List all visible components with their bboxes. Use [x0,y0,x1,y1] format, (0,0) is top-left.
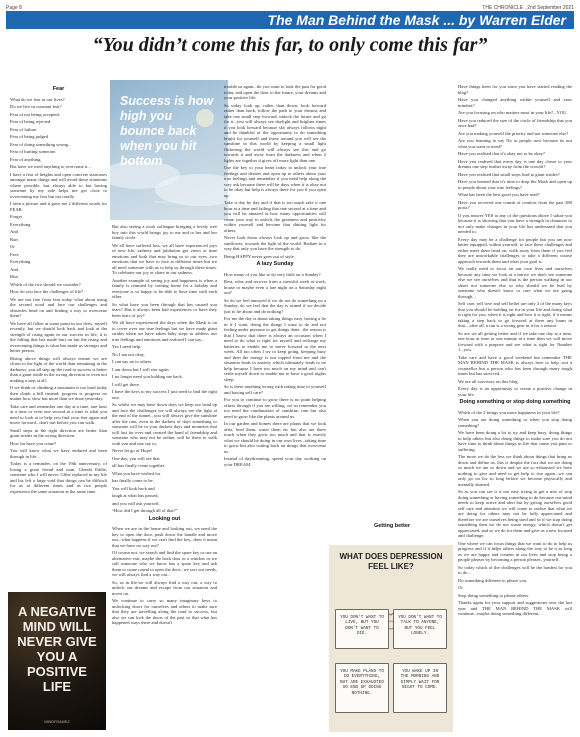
pull-quote: “You didn’t come this far, to only come this far” [92,34,488,56]
paragraph: If we think of climbing a mountain is too hard today then climb a hill instead, progress is progress no matter how slow but more than we done yesterday. [10,385,107,401]
paragraph: We really need to focus on our own lives and ourselves because any time we look at a mirror we don't see someone else we see ourselves and that is the person walking in our shoes not someone else so why should we be lead by someone who doesn't know or care what we are going through... [458,266,572,299]
paragraph: So as you can see it is not easy trying to get a mix of stop doing something or having something to do because our mind needs to keep active and alert but by giving ourselves good self care and attention we will come to realise that what we are doing for others may not be fully appreciated and therefore we are ourselves being used and so if we stop doing something then we do not waste energy, which doesn't get appreciated, and so we do for them and give us a new focused and challenge. [458,489,572,538]
paragraph: If you answer YES to any of the questions above I salute you because it is showing that you have a strength in character to not only make changes in your life but understand that you needed to. [458,212,572,234]
paragraph: How do you face the challenges of life? [10,289,84,294]
title-banner [6,11,574,29]
paragraph: Have you realised that every day is one day closer to your dreams one step further away from the crowds? [458,158,572,169]
getting-better-heading-wrap [330,521,454,533]
paragraph: Or [10,244,15,249]
paragraph: Have you realised that it's okay not to be okay? [458,151,545,156]
paragraph: Which of the two should we consider? [10,281,81,287]
paragraph: Fear of being judged [10,134,49,139]
paragraph: I am down but I will rise again. [112,366,170,372]
banner-title: The Man Behind the Mask ... by Warren Elder [267,12,566,28]
paragraph: Never look down always look up and grow, like the sunflower, towards the light of the world. Radiate in a way that only you have the strength to do. [224,235,326,251]
column-body [224,272,326,468]
paragraph: What you have wished for [112,470,161,476]
paragraph: How many of you like to do very little on a Sunday? [224,271,321,277]
paragraph: Every day may be a challenge for people but you are now better equipped, within yourself, to face these challenges and either meet them head on, walk away from them if you feel they are unworkable challenges or take a different course approach towards them and what your goal is. [458,236,572,264]
paragraph: Have you reduced the size of the circle of friendship that you once had? [458,117,572,128]
paragraph: Yes I need help. [112,344,142,349]
success-quote-text: Success is how high you bounce back when you hit bottom [120,94,214,168]
negative-mind-text: A NEGATIVE MIND WILL NEVER GIVE YOU A POSITIVE LIFE [17,604,97,694]
paragraph: and you will ask yourself, [112,500,160,506]
paragraph: How far have you come? [10,440,57,446]
section-heading-fear: Fear [52,86,65,92]
paragraph: Are you learning to say No to people now because its not what you want or need? [458,138,572,149]
paragraph: Forget [10,214,22,219]
depression-infographic [329,545,453,732]
column-middle-left [112,224,217,732]
paragraph: And [10,229,18,234]
paragraph: Which of the 2 brings you more happiness in your life? [458,409,560,415]
paragraph: Take care and remember one day at a time, one hour at a time or even one second at a time is what you need to look at to help you find your feet again and move forward...don't run before you can walk. [10,403,107,425]
paragraph: Self care, self love and self belief are only 3 of the many keys that you should be holding on for in your life and doing what is right for you, when it is right and how it is right, if it means taking a step back to go forward at there any harm in that....after all, a run is a wrong gear in it for a reason. [458,301,572,328]
paragraph: So today which of the challenges will be the hardest for you to do... [458,564,572,575]
paragraph: Run [10,236,18,242]
paragraph: Fear of not being accepted. [10,111,60,117]
depression-box-1: YOU DON'T WANT TO LIVE, BUT YOU DON'T WANT TO DIE. [335,609,389,649]
paragraph: Take it day by day and if that is too much take it one hour at a time and failing that one second at a time and you will be amazed at how many opportunities will come your way to unlock the greatness and positivity within yourself and become that shining light for others. [224,200,326,233]
paragraph: No I am not okay. [112,351,145,357]
paragraph: Today is a reminder, on the 19th anniversary, of losing a great friend and man, Glenda Eddie, someone who I will never. Glibe replaced in my life and his left a large void that things can be difficult for us at different times and as two people experience the same situation at the same time. [10,461,107,494]
success-quote-author: George S. Patton [153,199,185,204]
infographic-title: WHAT DOES DEPRESSION FEEL LIKE? [339,552,443,571]
paragraph: The more we do the less we think about things that bring us down and define us, this is despite the fact that we are doing so much we are so down and we are so exhausted we have nothing to give and need to get help to rise again...we can only go on for so long before we become physically and mentally drained. [458,454,572,487]
paragraph: One day, you will see that [112,455,160,461]
paragraph: Another example of seeing joy and happiness is when a family is reunited by coming home for a holiday and everyone is so happy to be able to have time with each other. [112,277,217,299]
paragraph: We all have suffered loss, we all have experienced joys of new life, sadness and jubilation get views at time emotions and both that may bring us to our eyes...two emotions that we have to face at different times but we all need someone with us to help us through these times. To celebrate our joy or share in our sadness. [112,242,217,275]
column-body [10,97,107,495]
paragraph: Have things been for you since you have started reading the blog? [458,84,572,95]
column-body [112,526,217,626]
paragraph: trouble us again...do you want to look the past for good today and open the door to the future, your dreams and your positive life. [224,84,326,100]
publication-date: THE CHRONICLE , 2nd September 2021 [482,5,574,11]
paragraph: We have been doing a lot to try and keep busy, doing things to help others but also doing things to make sure you do not have time to think about things in life that cause you pain or suffering. [458,430,572,452]
paragraph: I seen a picture and it gave me 2 different words for FEAR. [10,201,107,212]
paragraph: Take care and have a good weekend but remember THE MAN BEHIND THE MASK is always here to help...not a counsellor but a person who has been through many tough times but has survived... [458,354,572,376]
paragraph: We are not free from fear today what about using the second word and face our challenges and obstacles head on and finding a way to overcome them? [10,296,107,318]
paragraph: We continue to carry so many imaginary keys to unlocking doors for ourselves and others to make sure that they are travelling along the road to success, but also we can lock the doors of the past so that what has happened stays there and doesn't [112,598,217,625]
column-body [458,84,572,397]
section-heading-doing-something: Doing something or stop doing something [459,399,571,405]
paragraph: Rest, relax and recover from a stressful week at work, house or maybe even a late night on a Saturday night out? [224,279,326,295]
paragraph: We have all fallen at some point in our lives, myself recently, but we should look back and look at the strength of rising again in our success in life, it is the falling that has made hurt on but the rising and overcoming things is what has made us stronger and better person. [10,320,107,353]
paragraph: One where we can focus things that we want to do to help us progress and if it helps others along the way to be it as long as we are happy and content in our lives and stop being a people pleaser by becoming a person pleaser...yourself. [458,540,572,562]
paragraph: We are all survivors on this blog. [458,378,519,384]
paragraph: So are we all getting better and if we take one day at a time, one hour at time or one minute at a time then we will move forward with a purpose and see what is right for Number 1...you. [458,330,572,352]
paragraph: Of course not, we search and find the spare key or use an alternative exit, maybe the back door or a window or we call someone who we know has a spare key and ask them to come round to open the door...we sort our needs, we will always find a way out... [112,550,217,577]
negative-mind-image [8,592,106,730]
paragraph: But have we tried anything to overcome it... [10,164,91,169]
paragraph: I no longer need you holding me back. [112,374,183,379]
paragraph: Fear of anything. [10,156,42,162]
paragraph: When you are doing something or when you stop doing something? [458,417,572,428]
paragraph: For me the day is about taking things easy, having a lie in if I want, doing the things I want to do and not feeling under pressure to get things done...the reason is that I know that there is always an occasion when I need to do what is right for myself and recharge my batteries to enable me to move forward to the next week. All too often I try to keep going, keeping busy and then the energy is not topped from me and the situation leads to anxiety which ultimately leads to no help because I have too much on my mind and can't settle myself down to enable me to have a good nights sleep. [224,316,326,382]
paragraph: all has finally come together. [112,463,166,468]
paragraph: Have you received one crumb of comfort from the past 380 posts? [458,199,572,210]
paragraph: Are you making yourself the priority and not someone else? [458,130,569,136]
paragraph: Small steps in the right direction are better than giant strides in the wrong direction. [10,427,107,438]
paragraph: Everything [10,221,31,227]
paragraph: Thanks again for your support and suggestions over the last year and THE MAN BEHIND THE MASK will continue...maybe doing something different... [458,600,572,616]
section-heading-looking-out: Looking out [148,515,181,522]
paragraph: So whilst we may have down days we keep our head up and face the challenges we will always see the light at the end of the tunnel...you will always give the sunshine after the rain, even in the darkest of days something or someone will be in your darkest days and moments that will last for ever and created the band of friendship and someone who may not be online, will be there to walk with you and one say to, [112,402,217,446]
paragraph: So what have you been through that has caused you tears? Has it always been bad experiences or have they been tears of joy? [112,301,217,318]
paragraph: When we are in the home and looking out, we need the key to open the door, push down the handle and move out...what happens if we can't find the key...does it mean that we have no way out? [112,526,217,548]
paragraph: Stop doing something to please others. [458,592,530,598]
paragraph: So do we feel annoyed if we do not do something on a Sunday, do we feel that the day is ruined if we decide just to lie about and do nothing? [224,297,326,314]
column-middle-right [224,84,326,544]
paragraph: Fear of being rejected. [10,119,52,124]
paragraph: Fear of doing something wrong. [10,141,70,147]
paragraph: has finally come to be. [112,478,154,483]
paragraph: Rise. [10,274,20,279]
paragraph: So, as in life,we will always find a way out, a way to unlock our dreams and escape from our situation and move on. [112,579,217,596]
paragraph: Do we live in constant fear? [10,104,62,109]
success-quote-image [110,80,228,220]
paragraph: In our garden and homes there are plants that we look after, feed them, water them etc but also are there touch when they grow too much and that is exactly what we should be doing in our own lives...taking time to grow but also cutting back on things that overcome us. [224,421,326,454]
paragraph: I have the keys to my success I just need to find the right one. [112,389,217,400]
paragraph: I will get there. [112,381,141,387]
section-heading-getting-better: Getting better [373,523,411,529]
paragraph: Never let go of Hope! [112,448,153,453]
paragraph: Rising above things will always ensure we are closer to the light of the world than remaining in the darkness, you all step up the road to success is better than a giant stride in the wrong direction or even not making a step at all. [10,355,107,383]
depression-box-3: YOU MAKE PLANS TO DO EVERYTHING, BUT ARE EXHAUSTED SO END UP DOING NOTHING. [335,663,389,713]
paragraph: So is there anything wrong with taking time to yourself and having self care? [224,384,326,395]
paragraph: For you to continue to grow there is no point helping others through if you are willing, we so remember you too need the combination of sunshine, rain but also need to grow like the plants around us. [224,397,326,419]
column-body [458,410,572,617]
column-body [224,84,326,259]
paragraph: Are you focusing on who matters most in your life?...YOU. [458,110,568,115]
paragraph: Have you learned that it's time to drop the Mask and open up to people about your true feelings? [458,179,572,190]
paragraph: Do something different to please you. [458,577,528,583]
paragraph: You will know what we have endured and been through in life... [10,448,107,459]
section-heading-lazy-sunday: A lazy Sunday [256,261,294,267]
paragraph: But also seeing a work colleague bringing a lovely wee boy into this world brings joy to me and to her and her family circle. [112,224,217,240]
paragraph: What has been the best good you have read? [458,192,540,197]
depression-box-2: YOU DON'T WANT TO TALK TO ANYONE, BUT YOU FEEL LONELY. [393,609,447,649]
paragraph: You will look back and [112,485,155,491]
paragraph: Every day is an opportunity to create a positive change in your life. [458,386,572,397]
paragraph: I have a fear of heights and open concrete staircases amongst many things and will avoid these situations where possible, but always able to but having someone by my side helps me get close to overcoming my fear but not totally. [10,171,107,199]
paragraph: I can say no to others. [112,359,153,364]
paragraph: So today look up, rather than down, look forward rather than back, follow the path to your dreams and take one small step forward, unlock the future and go for it...you will always see daylight and brighter times if you look forward because sky always follows night and be thankful of the opportunity to do something bright for yourself and those around you will see the sunshine in this world by keeping a small light flickering the world will always see this and go towards it and away from the darkness and when 2 lights are together it gives off more light than one. [224,102,326,163]
paragraph: Use the key to your heart today to unlock your true feelings and desires and open up to others about your true feelings and remember if you need help along the way ask because there will be days when it is okay not to be okay but help is always there for you if you open up. [224,165,326,198]
paragraph: Have you changed anything within yourself and your mindset? [458,97,572,108]
column-right [458,84,572,732]
paragraph: Have you realised that small steps lead to giant strides? [458,171,560,177]
paragraph: What do we fear as our lives? [10,96,65,102]
column-fear [10,84,107,588]
paragraph: Everything [10,259,31,264]
column-body [112,224,217,514]
depression-box-4: YOU WAKE UP IN THE MORNING AND SIMPLY WAIT FOR NIGHT TO COME. [393,663,447,713]
paragraph: laugh at what has passed, [112,493,159,498]
paragraph: We all have experienced the days when the Mask is on to cover over our true feelings but we have made giant strides when we have taken baby steps to address our true feelings and emotions and realised I can say... [112,320,217,342]
paragraph: Fear of failure. [10,126,38,132]
paragraph: “How did I get through all of that?” [112,508,178,513]
page-number: Page 8 [6,5,22,11]
image-watermark: MINDFRAMEZ [44,720,70,724]
paragraph: And [10,266,18,272]
paragraph: Or [458,585,463,590]
paragraph: Face [10,251,19,257]
paragraph: Being HAPPY never goes out of style. [224,253,295,259]
paragraph: Fear of hurting someone. [10,149,57,154]
paragraph: Instead of daydreaming, spend your day working on your DREAM. [224,456,326,467]
